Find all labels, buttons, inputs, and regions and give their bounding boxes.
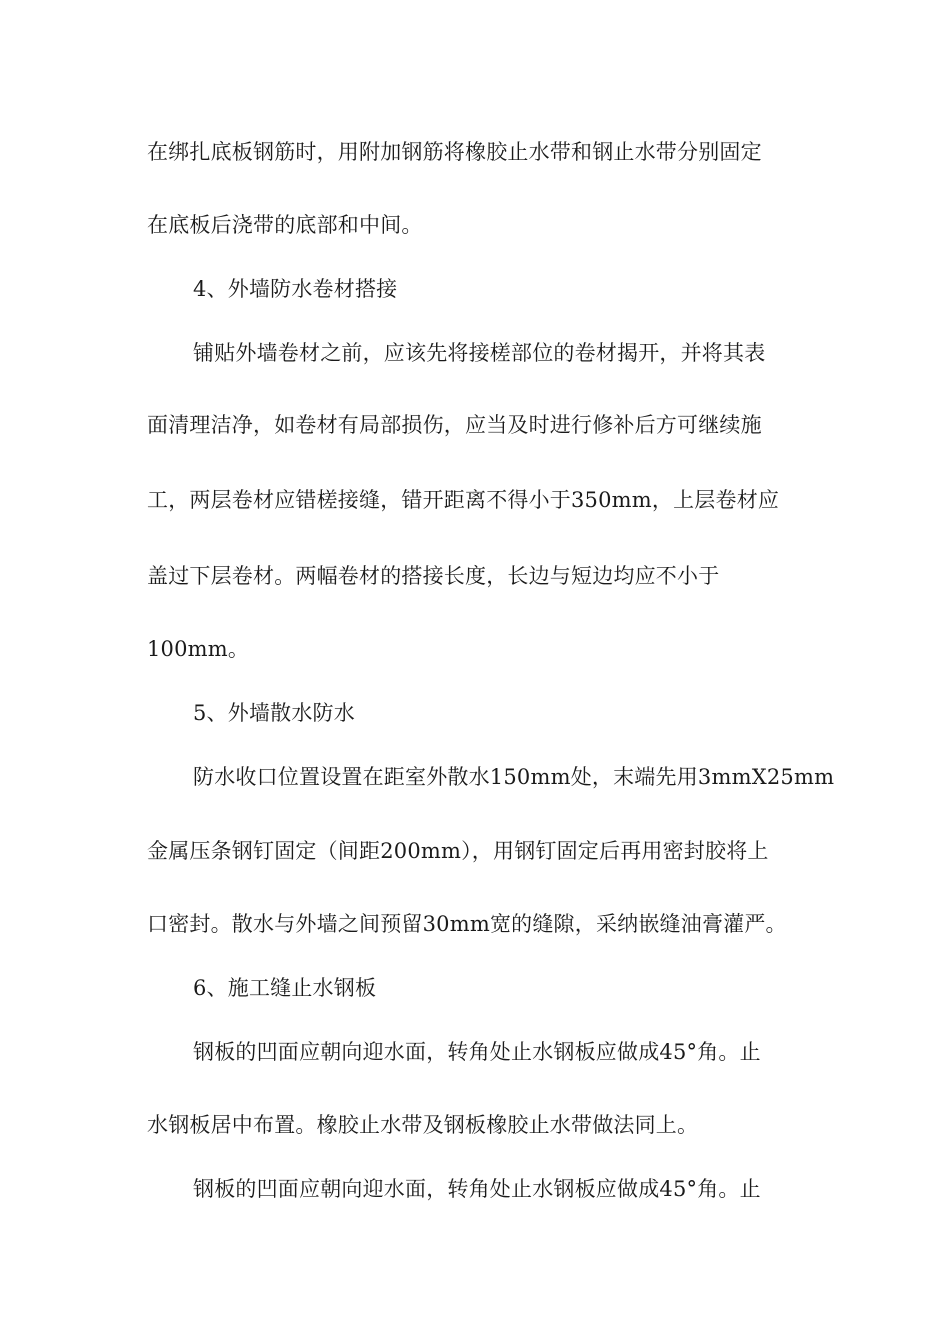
paragraph-line: 面清理洁净，如卷材有局部损伤，应当及时进行修补后方可继续施 — [147, 413, 762, 437]
paragraph-line: 水钢板居中布置。橡胶止水带及钢板橡胶止水带做法同上。 — [147, 1113, 699, 1137]
section-heading: 4、外墙防水卷材搭接 — [193, 277, 398, 301]
paragraph-line: 防水收口位置设置在距室外散水150mm处，末端先用3mmX25mm — [193, 765, 835, 789]
paragraph-line: 在绑扎底板钢筋时，用附加钢筋将橡胶止水带和钢止水带分别固定 — [147, 140, 762, 164]
paragraph-line: 100mm。 — [147, 637, 250, 661]
paragraph-line: 在底板后浇带的底部和中间。 — [147, 213, 423, 237]
paragraph-line: 工，两层卷材应错槎接缝，错开距离不得小于350mm，上层卷材应 — [147, 488, 780, 512]
paragraph-line: 盖过下层卷材。两幅卷材的搭接长度，长边与短边均应不小于 — [147, 564, 720, 588]
paragraph-line: 口密封。散水与外墙之间预留30mm宽的缝隙，采纳嵌缝油膏灌严。 — [147, 912, 787, 936]
paragraph-line: 钢板的凹面应朝向迎水面，转角处止水钢板应做成45°角。止 — [193, 1177, 761, 1201]
section-heading: 6、施工缝止水钢板 — [193, 976, 377, 1000]
paragraph-line: 铺贴外墙卷材之前，应该先将接槎部位的卷材揭开，并将其表 — [193, 341, 766, 365]
paragraph-line: 钢板的凹面应朝向迎水面，转角处止水钢板应做成45°角。止 — [193, 1040, 761, 1064]
paragraph-line: 金属压条钢钉固定（间距200mm），用钢钉固定后再用密封胶将上 — [147, 839, 769, 863]
section-heading: 5、外墙散水防水 — [193, 701, 355, 725]
